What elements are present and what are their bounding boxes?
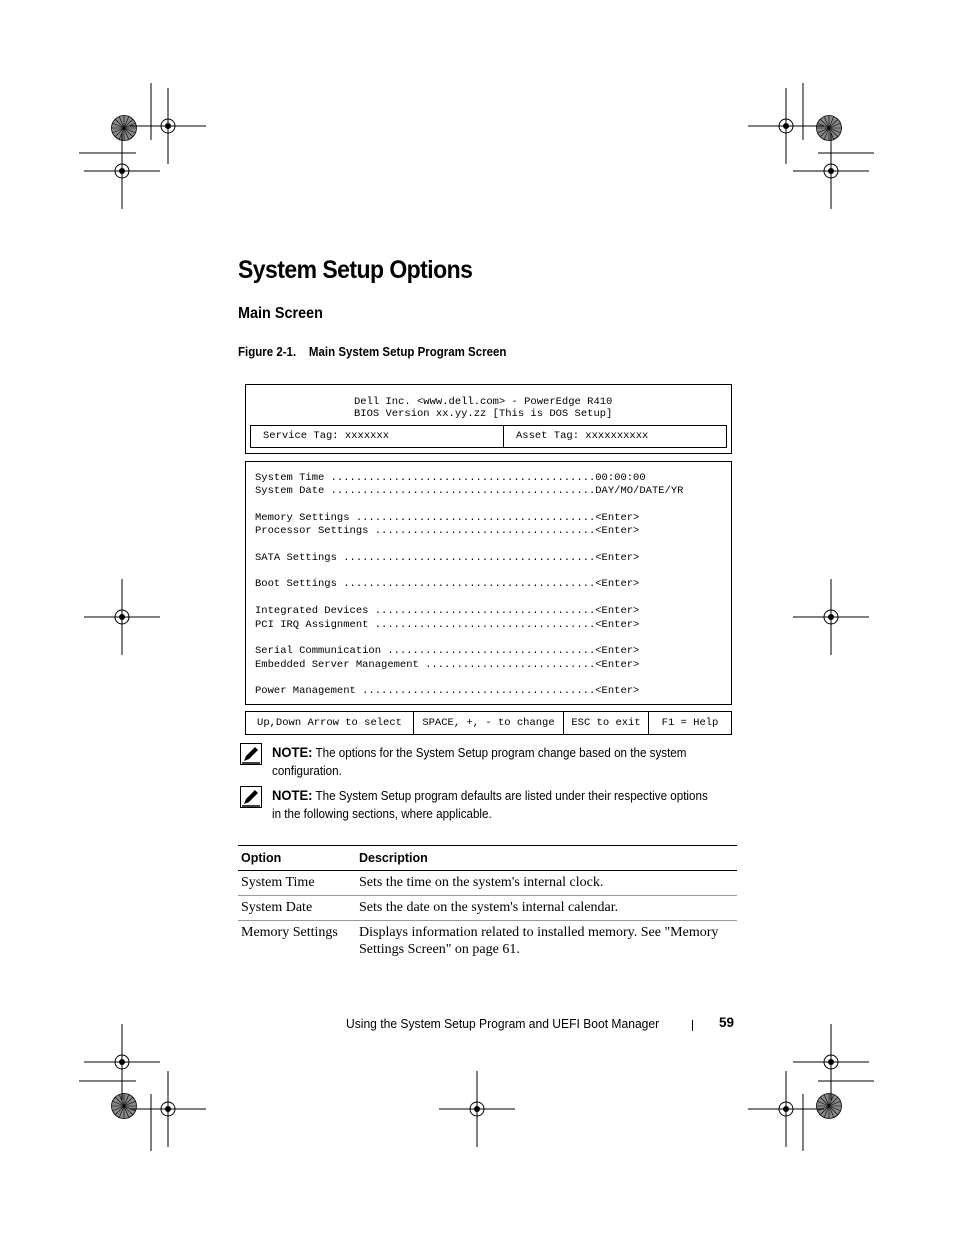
menu-item-serial-communication[interactable]: Serial Communication .................................<Enter> (255, 645, 640, 657)
note-pencil-icon (240, 743, 262, 765)
figure-caption: Figure 2-1. Main System Setup Program Screen (238, 345, 507, 359)
bios-header-box (245, 384, 732, 454)
option-description: Sets the date on the system's internal calendar. (356, 896, 737, 921)
bios-vendor-line: Dell Inc. <www.dell.com> - PowerEdge R410 (354, 396, 613, 408)
menu-item-system-date[interactable]: System Date ..........................................DAY/MO/DATE/YR (255, 485, 684, 497)
option-name: System Time (238, 871, 356, 896)
note-1-text: The options for the System Setup program change based on the system configuration. (272, 746, 687, 778)
menu-item-power-management[interactable]: Power Management .....................................<Enter> (255, 685, 640, 697)
menu-item-pci-irq[interactable]: PCI IRQ Assignment ...................................<Enter> (255, 619, 640, 631)
asset-tag: Asset Tag: xxxxxxxxxx (516, 430, 649, 442)
section-title: Main Screen (238, 305, 323, 322)
option-name: System Date (238, 896, 356, 921)
menu-item-processor-settings[interactable]: Processor Settings ...................................<Enter> (255, 525, 640, 537)
hint-change: SPACE, +, - to change (414, 712, 564, 734)
table-header-row (238, 846, 737, 871)
hint-help: F1 = Help (661, 717, 719, 729)
table-row (238, 921, 737, 963)
note-2-label: NOTE: (272, 787, 313, 803)
menu-item-integrated-devices[interactable]: Integrated Devices ...................................<Enter> (255, 605, 640, 617)
menu-item-sata-settings[interactable]: SATA Settings ........................................<Enter> (255, 552, 640, 564)
note-1-label: NOTE: (272, 744, 313, 760)
tag-row (250, 425, 727, 448)
column-header-option: Option (238, 846, 356, 871)
option-name: Memory Settings (241, 925, 338, 940)
options-table (238, 845, 737, 962)
hint-select: Up,Down Arrow to select (246, 712, 414, 734)
menu-item-boot-settings[interactable]: Boot Settings ........................................<Enter> (255, 578, 640, 590)
footer-separator (692, 1020, 693, 1031)
menu-item-memory-settings[interactable]: Memory Settings ......................................<Enter> (255, 512, 640, 524)
page-number: 59 (719, 1015, 735, 1030)
note-pencil-icon (240, 786, 262, 808)
menu-item-embedded-server-management[interactable]: Embedded Server Management ...........................<Enter> (255, 659, 640, 671)
running-footer: Using the System Setup Program and UEFI Boot Manager (346, 1016, 660, 1031)
bios-version-line: BIOS Version xx.yy.zz [This is DOS Setup] (354, 408, 613, 420)
note-2 (272, 787, 709, 823)
option-description: Sets the time on the system's internal clock. (356, 871, 737, 896)
menu-item-system-time[interactable]: System Time ..........................................00:00:00 (255, 472, 646, 484)
table-row (238, 871, 737, 896)
option-description: Displays information related to installed memory. See "Memory Settings Screen" on page 61. (359, 925, 719, 957)
service-tag: Service Tag: xxxxxxx (251, 426, 504, 447)
table-row (238, 896, 737, 921)
note-1 (272, 744, 709, 780)
bios-menu-box (245, 461, 732, 705)
page-title: System Setup Options (238, 256, 473, 284)
note-2-text: The System Setup program defaults are listed under their respective options in the following sections, where applicable. (272, 789, 708, 821)
column-header-description: Description (356, 846, 737, 871)
bios-key-hints (245, 711, 732, 735)
hint-exit: ESC to exit (564, 712, 649, 734)
